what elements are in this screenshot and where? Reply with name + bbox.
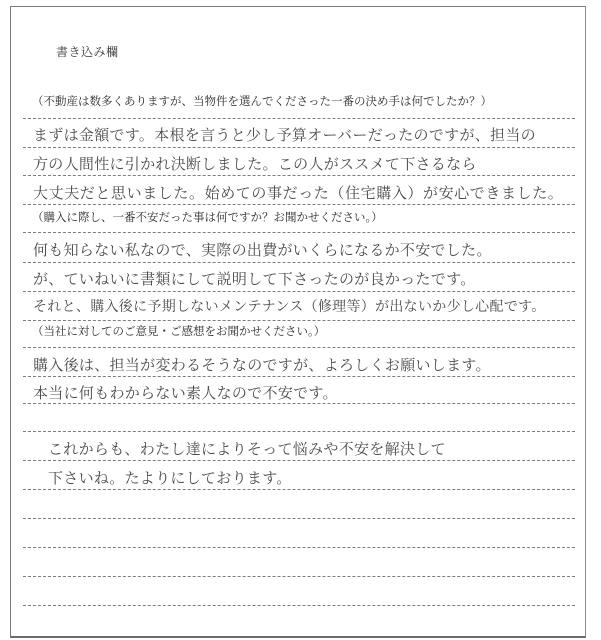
form-title: 書き込み欄 <box>56 45 119 59</box>
ruled-line <box>23 489 575 490</box>
ruled-line <box>23 403 575 404</box>
question-3: （当社に対してのご意見・ご感想をお聞かせください。） <box>32 324 326 338</box>
ruled-line <box>23 320 575 321</box>
ruled-line <box>23 118 575 119</box>
ruled-line <box>23 204 575 205</box>
ruled-line <box>23 460 575 461</box>
ruled-line <box>23 376 575 377</box>
ruled-line <box>23 547 575 548</box>
ruled-line <box>23 232 575 233</box>
question-1: （不動産は数多くありますが、当物件を選んでくださった一番の決め手は何でしたか？） <box>32 94 492 108</box>
answer-3-line-4: これからも、わたし達によりそって悩みや不安を解決して <box>48 440 446 458</box>
ruled-line <box>23 518 575 519</box>
ruled-line <box>23 576 575 577</box>
ruled-line <box>23 347 575 348</box>
answer-1-line-1: まずは金額です。本根を言うと少し予算オーバーだったのですが、担当の <box>33 126 536 144</box>
answer-2-line-2: が、ていねいに書類にして説明して下さったのが良かったです。 <box>33 270 476 288</box>
answer-1-line-2: 方の人間性に引かれ決断しました。この人がススメて下さるなら <box>33 155 477 173</box>
answer-3-line-2: 本当に何もわからない素人なので不安です。 <box>33 384 338 402</box>
answer-3-line-1: 購入後は、担当が変わるそうなのですが、よろしくお願いします。 <box>33 356 491 374</box>
answer-1-line-3: 大丈夫だと思いました。始めての事だった（住宅購入）が安心できました。 <box>33 184 564 202</box>
ruled-line <box>23 605 575 606</box>
question-2: （購入に際し、一番不安だった事は何ですか？お聞かせください。） <box>32 210 383 224</box>
ruled-line <box>23 175 575 176</box>
ruled-line <box>23 431 575 432</box>
answer-2-line-3: それと、購入後に予期しないメンテナンス（修理等）が出ないか少し心配です。 <box>33 299 546 315</box>
answer-3-line-5: 下さいね。たよりにしております。 <box>48 469 292 487</box>
answer-2-line-1: 何も知らない私なので、実際の出費がいくらになるか不安でした。 <box>33 241 492 259</box>
ruled-line <box>23 291 575 292</box>
ruled-line <box>23 262 575 263</box>
ruled-line <box>23 147 575 148</box>
